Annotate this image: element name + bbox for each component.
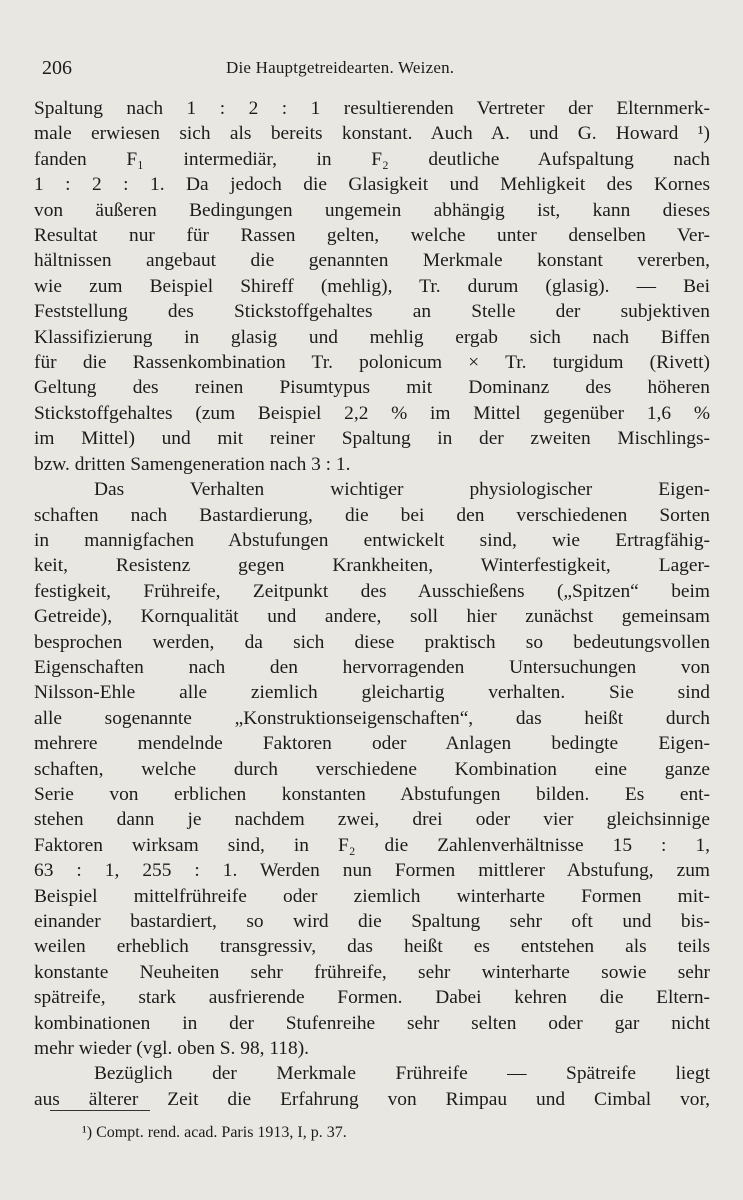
page-header	[42, 56, 712, 80]
text-line: einander bastardiert, so wird die Spaltung sehr oft und bis-	[34, 911, 710, 932]
text-line: keit, Resistenz gegen Krankheiten, Winterfestigkeit, Lager-	[34, 555, 710, 577]
page-number: 206	[42, 57, 72, 79]
text-line: schaften nach Bastardierung, die bei den verschiedenen Sorten	[34, 504, 710, 526]
footnote: ¹) Compt. rend. acad. Paris 1913, I, p. 37.	[82, 1124, 347, 1141]
text-line: Nilsson-Ehle alle ziemlich gleichartig verhalten. Sie sind	[34, 682, 710, 704]
text-line: kombinationen in der Stufenreihe sehr selten oder gar nicht	[34, 1012, 710, 1034]
text-line: Klassifizierung in glasig und mehlig ergab sich nach Biffen	[34, 326, 710, 348]
running-title: Die Hauptgetreidearten. Weizen.	[226, 58, 455, 77]
text-line: alle sogenannte „Konstruktionseigenschaften“, das heißt durch	[34, 707, 710, 729]
text-line: aus älterer Zeit die Erfahrung von Rimpau und Cimbal vor,	[34, 1088, 710, 1110]
text-line: Feststellung des Stickstoffgehaltes an Stelle der subjektiven	[34, 301, 710, 323]
text-line: schaften, welche durch verschiedene Kombination eine ganze	[34, 758, 710, 780]
text-line: spätreife, stark ausfrierende Formen. Dabei kehren die Eltern-	[34, 987, 710, 1009]
text-line: Resultat nur für Rassen gelten, welche unter denselben Ver-	[34, 225, 710, 247]
text-line: besprochen werden, da sich diese praktisch so bedeutungsvollen	[34, 631, 710, 653]
text-line: Stickstoffgehaltes (zum Beispiel 2,2 % im Mittel gegenüber 1,6 %	[34, 402, 710, 424]
text-line: von äußeren Bedingungen ungemein abhängig ist, kann dieses	[34, 199, 710, 221]
text-line: festigkeit, Frühreife, Zeitpunkt des Ausschießens („Spitzen“ beim	[34, 580, 710, 602]
text-line: fanden F₁ intermediär, in F₂ deutliche Aufspaltung nach	[34, 148, 710, 170]
text-line: Serie von erblichen konstanten Abstufungen bilden. Es ent-	[34, 783, 710, 805]
text-line: konstante Neuheiten sehr frühreife, sehr winterharte sowie sehr	[34, 961, 710, 983]
body-text	[34, 96, 710, 1112]
text-line: 63 : 1, 255 : 1. Werden nun Formen mittlerer Abstufung, zum	[34, 860, 710, 882]
text-line: mehrere mendelnde Faktoren oder Anlagen bedingte Eigen-	[34, 733, 710, 755]
footnote-divider	[50, 1110, 150, 1111]
text-line: Das Verhalten wichtiger physiologischer Eigen-	[94, 479, 710, 501]
text-line: Getreide), Kornqualität und andere, soll hier zunächst gemeinsam	[34, 606, 710, 628]
text-line: weilen erheblich transgressiv, das heißt es entstehen als teils	[34, 936, 710, 958]
text-line: Spaltung nach 1 : 2 : 1 resultierenden Vertreter der Elternmerk-	[34, 98, 710, 119]
text-line: im Mittel) und mit reiner Spaltung in der zweiten Mischlings-	[34, 428, 710, 450]
text-line: 1 : 2 : 1. Da jedoch die Glasigkeit und Mehligkeit des Kornes	[34, 174, 710, 196]
text-line: Geltung des reinen Pisumtypus mit Dominanz des höheren	[34, 377, 710, 399]
text-line: male erwiesen sich als bereits konstant. Auch A. und G. Howard ¹)	[34, 123, 710, 145]
text-line: Beispiel mittelfrühreife oder ziemlich winterharte Formen mit-	[34, 885, 710, 907]
text-line: mehr wieder (vgl. oben S. 98, 118).	[34, 1038, 310, 1060]
text-line: hältnissen angebaut die genannten Merkmale konstant vererben,	[34, 250, 710, 272]
text-line: stehen dann je nachdem zwei, drei oder vier gleichsinnige	[34, 809, 710, 831]
text-line: Bezüglich der Merkmale Frühreife — Spätreife liegt	[94, 1063, 710, 1085]
text-line: wie zum Beispiel Shireff (mehlig), Tr. durum (glasig). — Bei	[34, 275, 710, 297]
text-line: Faktoren wirksam sind, in F₂ die Zahlenverhältnisse 15 : 1,	[34, 834, 710, 856]
text-line: bzw. dritten Samengeneration nach 3 : 1.	[34, 453, 351, 475]
text-line: in mannigfachen Abstufungen entwickelt sind, wie Ertragfähig-	[34, 529, 710, 551]
text-line: für die Rassenkombination Tr. polonicum × Tr. turgidum (Rivett)	[34, 352, 710, 374]
text-line: Eigenschaften nach den hervorragenden Untersuchungen von	[34, 656, 710, 678]
